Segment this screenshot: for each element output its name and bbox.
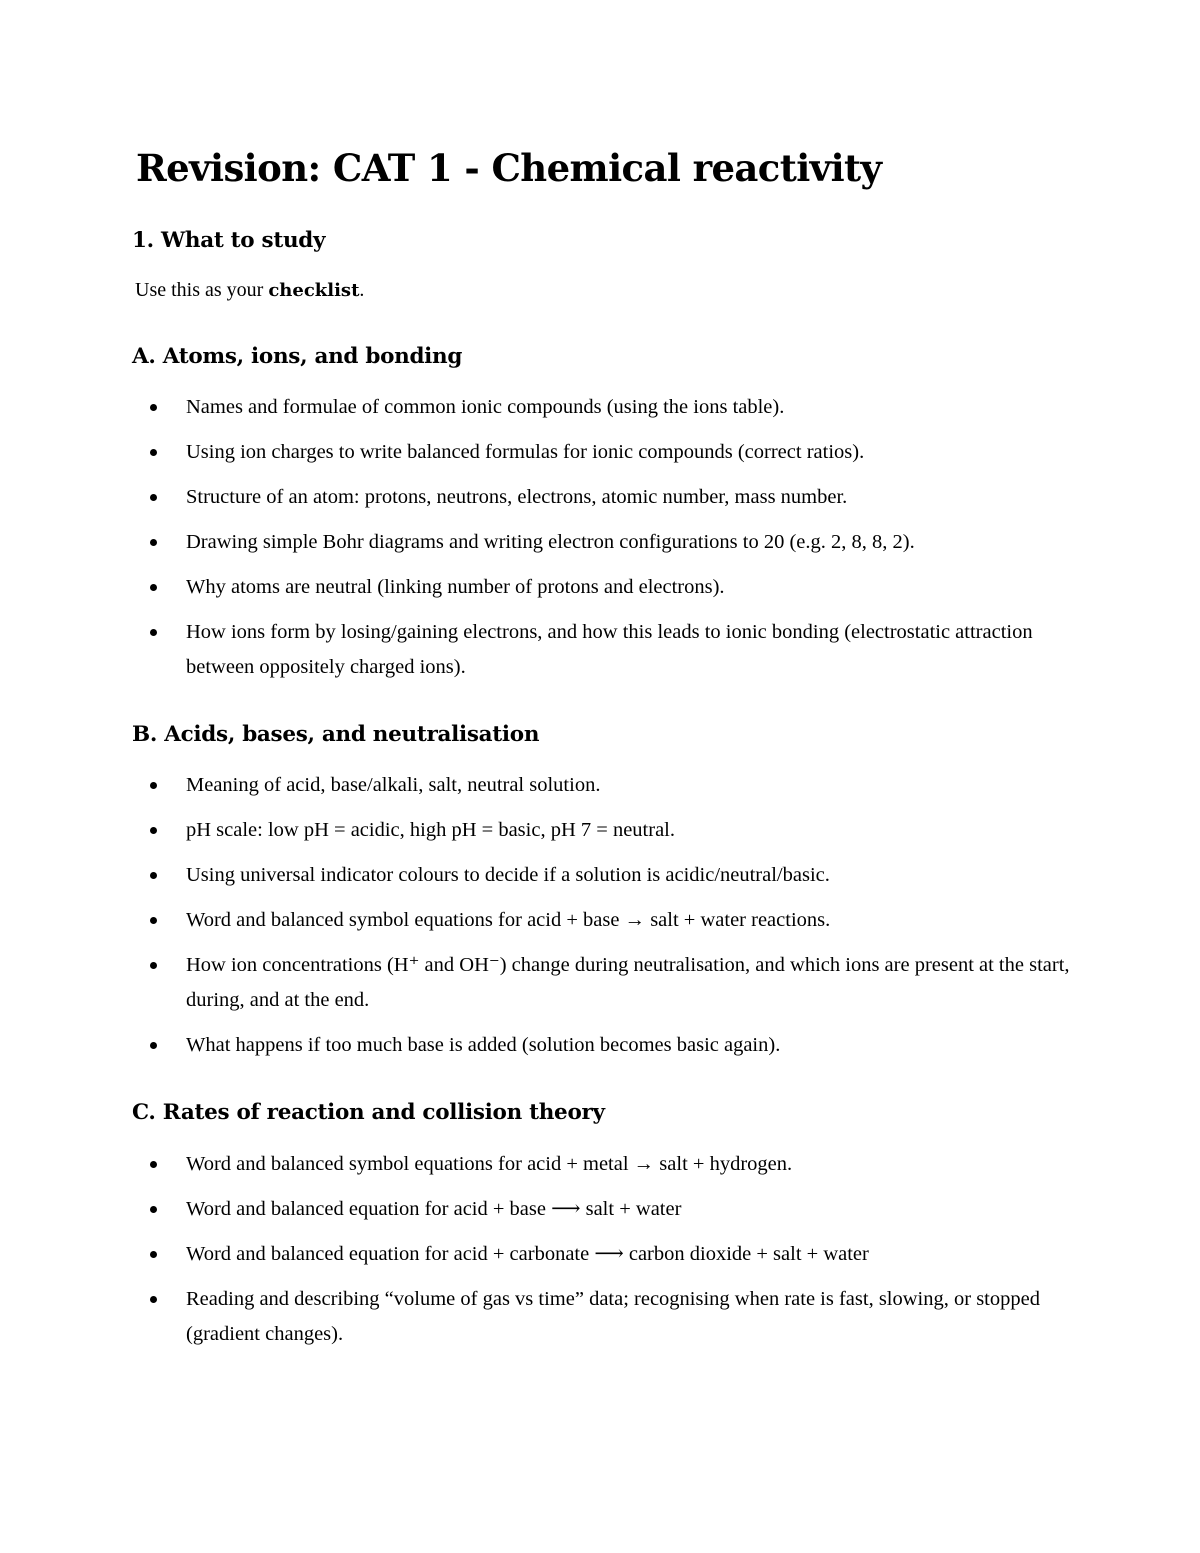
list-atoms [0, 390, 1076, 695]
section-heading-what-to-study: 1. What to study [132, 228, 326, 253]
list-item-text: Word and balanced equation for acid + carbonate ⟶ carbon dioxide + salt + water [186, 1243, 869, 1265]
bullet-icon [150, 629, 157, 636]
list-item [0, 1192, 1076, 1227]
list-item [0, 768, 1076, 803]
bullet-icon [150, 404, 157, 411]
list-item-text: Reading and describing “volume of gas vs time” data; recognising when rate is fast, slowing, or stopped (gradient changes). [186, 1288, 1040, 1345]
list-item-text: Why atoms are neutral (linking number of protons and electrons). [186, 576, 725, 598]
list-item-text: Word and balanced equation for acid + base ⟶ salt + water [186, 1198, 682, 1220]
bullet-icon [150, 584, 157, 591]
list-item [0, 858, 1076, 893]
section-heading-rates: C. Rates of reaction and collision theory [132, 1100, 605, 1125]
page-title: Revision: CAT 1 - Chemical reactivity [136, 146, 882, 190]
list-item-text: Word and balanced symbol equations for acid + metal → salt + hydrogen. [186, 1153, 793, 1175]
list-item-text: Word and balanced symbol equations for acid + base → salt + water reactions. [186, 909, 831, 931]
list-item-text: Names and formulae of common ionic compounds (using the ions table). [186, 396, 785, 418]
bullet-icon [150, 782, 157, 789]
bullet-icon [150, 1296, 157, 1303]
intro-bold: checklist [268, 280, 360, 301]
list-item [0, 948, 1076, 1018]
bullet-icon [150, 917, 157, 924]
list-rates [0, 1147, 1076, 1362]
list-item [0, 480, 1076, 515]
list-item-text: Drawing simple Bohr diagrams and writing electron configurations to 20 (e.g. 2, 8, 8, 2). [186, 531, 915, 553]
list-item [0, 1147, 1076, 1182]
list-item-text: pH scale: low pH = acidic, high pH = basic, pH 7 = neutral. [186, 819, 675, 841]
bullet-icon [150, 449, 157, 456]
bullet-icon [150, 494, 157, 501]
section-heading-acids-bases: B. Acids, bases, and neutralisation [132, 722, 540, 747]
list-item [0, 525, 1076, 560]
list-item [0, 1282, 1076, 1352]
intro-suffix: . [359, 279, 365, 301]
list-item-text: What happens if too much base is added (solution becomes basic again). [186, 1034, 781, 1056]
list-item [0, 435, 1076, 470]
bullet-icon [150, 962, 157, 969]
list-item-text: Using ion charges to write balanced formulas for ionic compounds (correct ratios). [186, 441, 865, 463]
bullet-icon [150, 1161, 157, 1168]
list-item-text: How ion concentrations (H⁺ and OH⁻) change during neutralisation, and which ions are present at the start, during, and at the end. [186, 954, 1070, 1011]
list-item [0, 1028, 1076, 1063]
bullet-icon [150, 1251, 157, 1258]
bullet-icon [150, 872, 157, 879]
list-item-text: How ions form by losing/gaining electrons, and how this leads to ionic bonding (electrostatic attraction between oppositely charged ions). [186, 621, 1033, 678]
list-acids-bases [0, 768, 1076, 1073]
list-item [0, 903, 1076, 938]
bullet-icon [150, 827, 157, 834]
list-item [0, 390, 1076, 425]
list-item [0, 813, 1076, 848]
intro-prefix: Use this as your [135, 279, 269, 301]
list-item [0, 615, 1076, 685]
list-item-text: Structure of an atom: protons, neutrons, electrons, atomic number, mass number. [186, 486, 848, 508]
bullet-icon [150, 1206, 157, 1213]
list-item [0, 570, 1076, 605]
list-item-text: Using universal indicator colours to decide if a solution is acidic/neutral/basic. [186, 864, 830, 886]
section-heading-atoms: A. Atoms, ions, and bonding [132, 344, 463, 369]
intro-text [135, 279, 364, 302]
list-item [0, 1237, 1076, 1272]
list-item-text: Meaning of acid, base/alkali, salt, neutral solution. [186, 774, 601, 796]
bullet-icon [150, 539, 157, 546]
bullet-icon [150, 1042, 157, 1049]
